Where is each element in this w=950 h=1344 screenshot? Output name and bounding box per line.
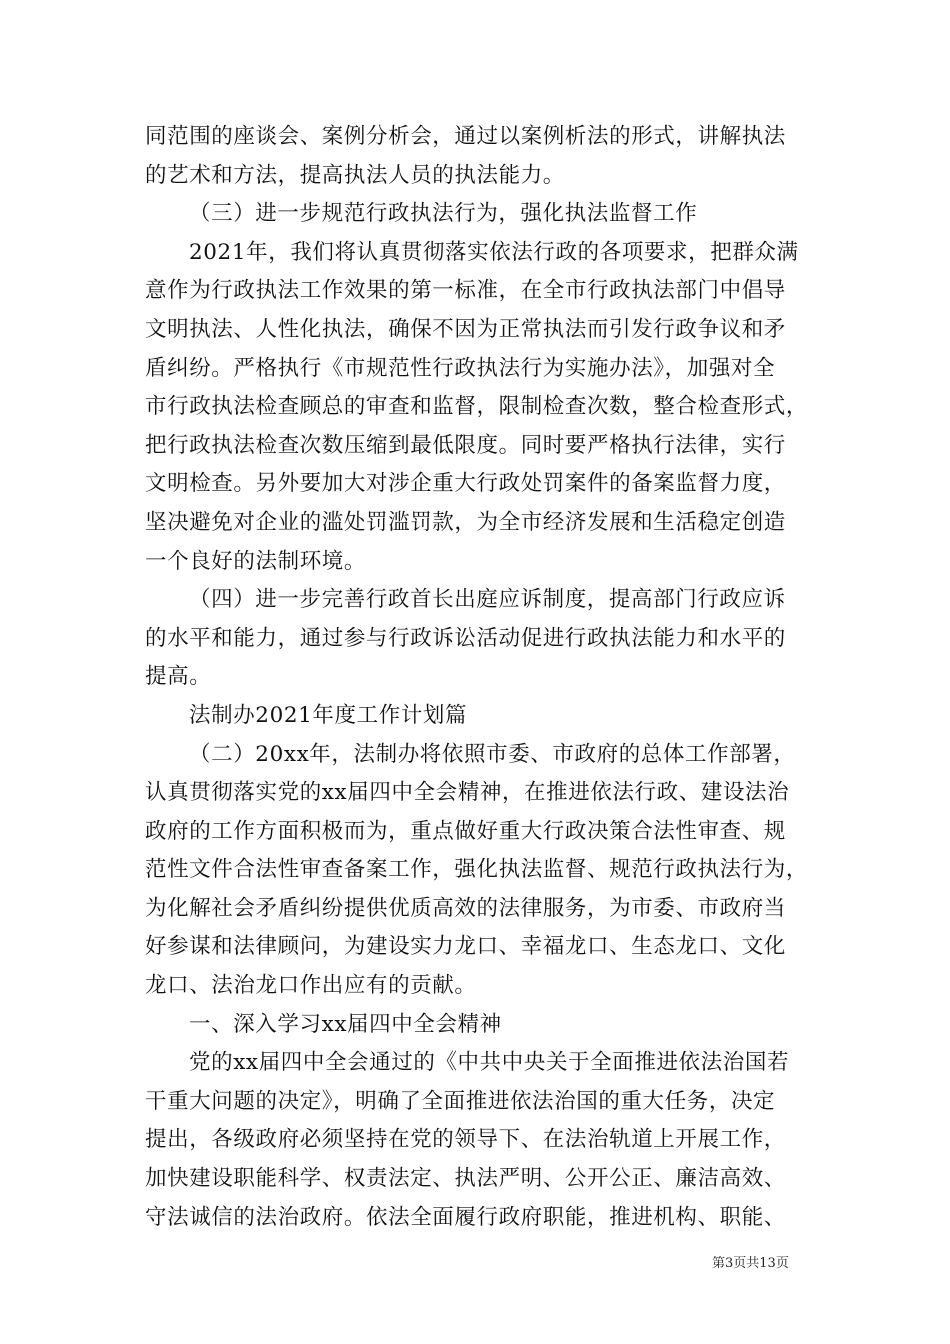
text-line: 一个良好的法制环境。 bbox=[145, 548, 367, 574]
text-line: 2021年，我们将认真贯彻落实依法行政的各项要求，把群众满 bbox=[189, 239, 799, 265]
text-line: 坚决避免对企业的滥处罚滥罚款，为全市经济发展和生活稳定创造 bbox=[145, 509, 786, 535]
text-line: 把行政执法检查次数压缩到最低限度。同时要严格执行法律，实行 bbox=[145, 432, 786, 458]
text-line: 意作为行政执法工作效果的第一标准，在全市行政执法部门中倡导 bbox=[145, 278, 786, 304]
text-line: 干重大问题的决定》，明确了全面推进依法治国的重大任务，决定 bbox=[145, 1088, 776, 1114]
text-line: 加快建设职能科学、权责法定、执法严明、公开公正、廉洁高效、 bbox=[145, 1166, 786, 1192]
text-line: （三）进一步规范行政执法行为，强化执法监督工作 bbox=[189, 201, 698, 227]
text-line: 龙口、法治龙口作出应有的贡献。 bbox=[145, 973, 477, 999]
text-line: （四）进一步完善行政首长出庭应诉制度，提高部门行政应诉 bbox=[189, 587, 786, 613]
text-line: 提出，各级政府必须坚持在党的领导下、在法治轨道上开展工作， bbox=[145, 1127, 786, 1153]
text-line: 文明执法、人性化执法，确保不因为正常执法而引发行政争议和矛 bbox=[145, 316, 786, 342]
text-line: 认真贯彻落实党的xx届四中全会精神，在推进依法行政、建设法治 bbox=[145, 780, 790, 806]
text-line: 法制办2021年度工作计划篇 bbox=[189, 702, 468, 728]
text-line: 范性文件合法性审查备案工作，强化执法监督、规范行政执法行为， bbox=[145, 857, 809, 883]
text-line: 同范围的座谈会、案例分析会，通过以案例析法的形式，讲解执法 bbox=[145, 124, 786, 149]
text-line: 政府的工作方面积极而为，重点做好重大行政决策合法性审查、规 bbox=[145, 818, 786, 844]
text-line: 市行政执法检查顾总的审查和监督，限制检查次数，整合检查形式， bbox=[145, 394, 809, 420]
text-line: 守法诚信的法治政府。依法全面履行政府职能，推进机构、职能、 bbox=[145, 1204, 786, 1230]
text-line: 的艺术和方法，提高执法人员的执法能力。 bbox=[145, 162, 565, 188]
text-line: 为化解社会矛盾纠纷提供优质高效的法律服务，为市委、市政府当 bbox=[145, 895, 786, 921]
text-line: 提高。 bbox=[145, 664, 212, 690]
text-line: 盾纠纷。严格执行《市规范性行政执法行为实施办法》，加强对全 bbox=[145, 355, 776, 381]
text-line: （二）20xx年，法制办将依照市委、市政府的总体工作部署， bbox=[189, 741, 796, 767]
page-number: 第3页共13页 bbox=[712, 1256, 789, 1271]
document-body bbox=[145, 118, 815, 1237]
text-line: 一、深入学习xx届四中全会精神 bbox=[189, 1011, 502, 1037]
text-line: 党的xx届四中全会通过的《中共中央关于全面推进依法治国若 bbox=[189, 1050, 790, 1076]
text-line: 好参谋和法律顾问，为建设实力龙口、幸福龙口、生态龙口、文化 bbox=[145, 934, 786, 960]
text-line: 文明检查。另外要加大对涉企重大行政处罚案件的备案监督力度， bbox=[145, 471, 786, 497]
text-line: 的水平和能力，通过参与行政诉讼活动促进行政执法能力和水平的 bbox=[145, 625, 786, 651]
